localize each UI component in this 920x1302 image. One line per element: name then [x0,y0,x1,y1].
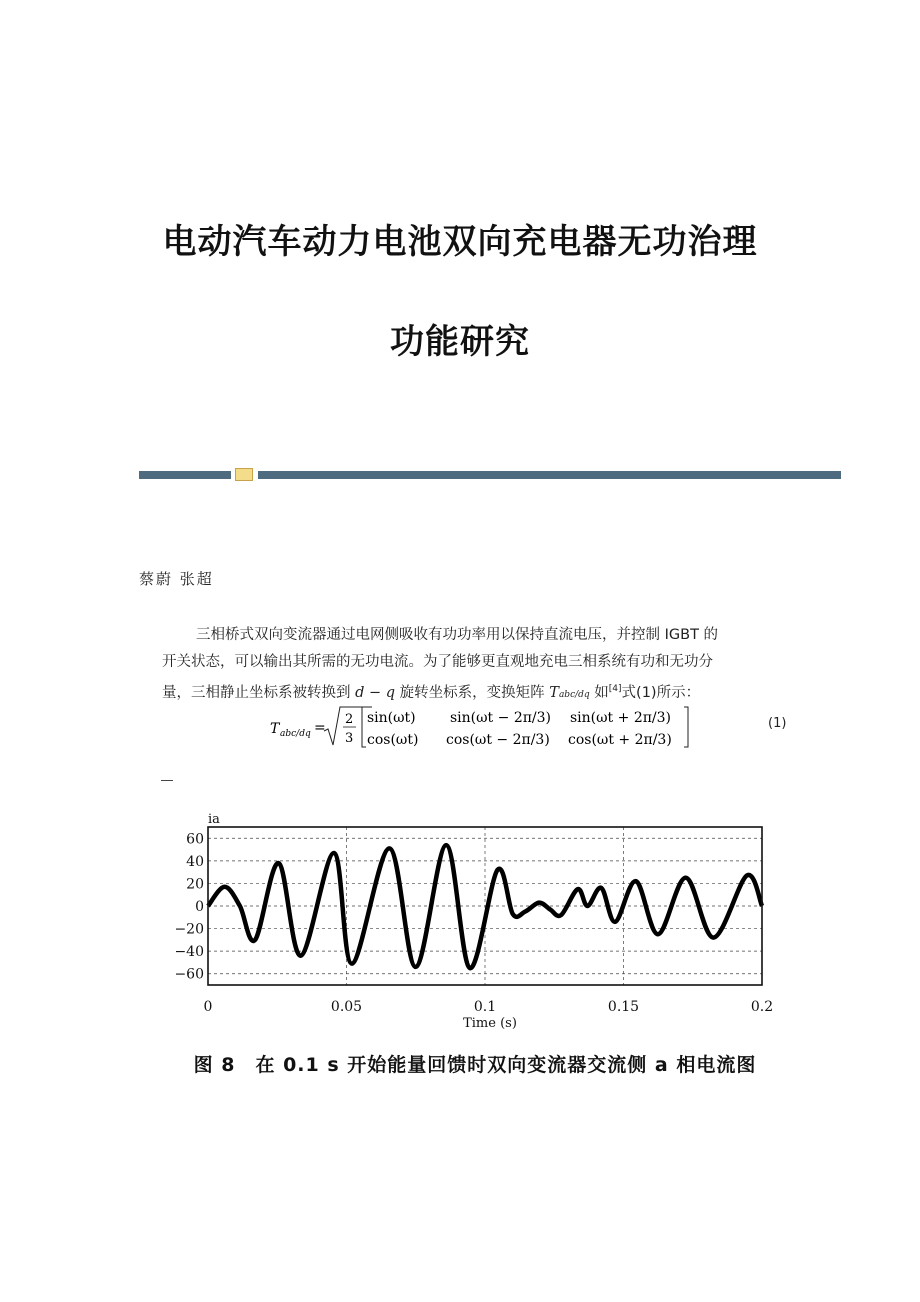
equation-number: (1) [768,716,787,731]
frac-denominator: 3 [345,731,354,746]
eq-lhs-subscript: abc/dq [280,729,311,739]
reference-marker: [4] [608,684,622,694]
body-line-2: 开关状态，可以输出其所需的无功电流。为了能够更直观地充电三相系统有功和无功分 [162,654,713,670]
eq-lhs-T: T [270,721,280,737]
bracket-left [362,707,366,747]
x-tick-label: 0.2 [750,999,774,1015]
y-tick-label: 0 [195,899,204,915]
paper-title-line1: 电动汽车动力电池双向充电器无功治理 [162,222,758,262]
matrix-r1c1: sin(ωt) [367,710,416,726]
stray-mark [161,780,173,781]
matrix-symbol: T [549,685,559,701]
x-tick-label: 0 [203,999,213,1015]
body-line-3d: 式(1)所示： [621,685,701,701]
y-tick-label: 40 [186,853,204,870]
y-tick-label: −60 [174,966,204,983]
authors: 蔡蔚 张超 [139,570,214,588]
matrix-subscript: abc/dq [558,690,590,700]
chart-xlabel: Time (s) [463,1016,517,1031]
chart-ylabel: ia [208,812,220,827]
y-tick-label: 20 [186,876,204,893]
figure-caption: 图 8 在 0.1 s 开始能量回馈时双向变流器交流侧 a 相电流图 [193,1054,757,1076]
divider-left [139,471,231,479]
frac-numerator: 2 [345,712,354,727]
body-paragraph [162,622,794,709]
y-tick-label: −40 [174,944,204,961]
body-line-3c: 如 [589,685,609,701]
y-tick-label: −20 [174,921,204,938]
y-tick-label: 60 [186,831,204,848]
eq-equals: = [314,720,326,736]
dq-symbol: d − q [355,685,396,701]
x-tick-label: 0.05 [330,999,363,1015]
divider-ornament-icon [235,468,253,481]
x-tick-label: 0.15 [607,999,640,1015]
body-line-3b: 旋转坐标系，变换矩阵 [395,685,550,701]
matrix-r1c2: sin(ωt − 2π/3) [450,710,552,726]
matrix-r1c3: sin(ωt + 2π/3) [570,710,672,726]
current-chart [160,805,790,1035]
divider-right [258,471,841,479]
paper-title-line2: 功能研究 [390,322,530,362]
matrix-r2c3: cos(ωt + 2π/3) [568,732,672,748]
matrix-r2c2: cos(ωt − 2π/3) [446,732,550,748]
x-tick-label: 0.1 [473,999,497,1015]
matrix-r2c1: cos(ωt) [367,732,419,748]
body-line-1: 三相桥式双向变流器通过电网侧吸收有功功率用以保持直流电压，并控制 IGBT 的 [196,627,719,643]
bracket-right [684,707,688,747]
body-line-3a: 量，三相静止坐标系被转换到 [162,685,356,701]
equation-1 [268,705,698,749]
